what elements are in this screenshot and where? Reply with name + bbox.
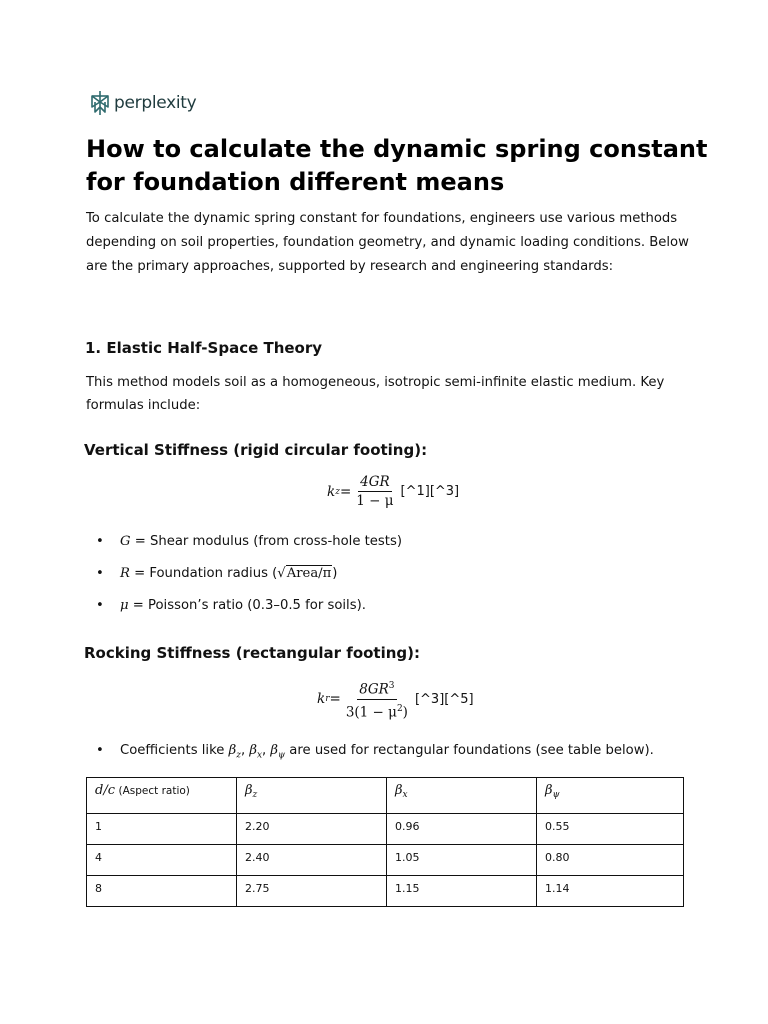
table-header-cell: $\beta_\psi$ bbox=[537, 778, 684, 814]
vertical-stiffness-heading: Vertical Stiffness (rigid circular footing): bbox=[84, 441, 428, 459]
coefficient-list bbox=[86, 740, 654, 772]
table-row: 8 2.75 1.15 1.14 bbox=[87, 876, 684, 907]
variable-list bbox=[86, 531, 402, 627]
formula-fraction: $\frac{8GR^3}{3(1 - \mu^2)}$ bbox=[344, 678, 410, 720]
formula-references[interactable]: [^1][^3] bbox=[400, 484, 460, 499]
formula-fraction bbox=[354, 474, 395, 509]
rocking-stiffness-heading: Rocking Stiffness (rectangular footing): bbox=[84, 644, 421, 662]
perplexity-logo-icon bbox=[90, 90, 110, 116]
intro-paragraph: To calculate the dynamic spring constant for foundations, engineers use various methods depending on soil properties, foundation geometry, and dynamic loading conditions. Below are the primary approaches, supported by research and engineering standards: bbox=[86, 211, 689, 274]
brand-logo[interactable] bbox=[90, 90, 196, 116]
list-item: • Coefficients like $\beta_z$, $\beta_x$, $\beta_\psi$ are used for rectangular foundations (see table below). bbox=[86, 740, 654, 772]
vertical-stiffness-formula: k z = $\frac{4GR}{1 - \mu}$ [^1][^3] bbox=[327, 474, 460, 509]
table-header-cell: $\beta_x$ bbox=[387, 778, 537, 814]
list-item: • μ = Poisson’s ratio (0.3–0.5 for soils). bbox=[86, 595, 402, 627]
coefficient-table bbox=[86, 777, 684, 907]
section-heading: 1. Elastic Half-Space Theory bbox=[85, 339, 323, 357]
formula-lhs-sub: z bbox=[335, 486, 340, 497]
rocking-stiffness-formula: k r = $\frac{8GR^3}{3(1 - \mu^2)}$ [^3][^5] bbox=[317, 678, 474, 720]
page-title: How to calculate the dynamic spring constant for foundation different means bbox=[86, 135, 708, 196]
formula-lhs: k bbox=[327, 483, 336, 500]
table-row: 1 2.20 0.96 0.55 bbox=[87, 814, 684, 845]
formula-numerator: 4GR bbox=[360, 474, 390, 490]
formula-denominator: 1 − μ bbox=[356, 493, 394, 509]
table-row: 4 2.40 1.05 0.80 bbox=[87, 845, 684, 876]
brand-name: perplexity bbox=[114, 93, 197, 113]
section-description: This method models soil as a homogeneous, isotropic semi-infinite elastic medium. Key formulas include: bbox=[86, 375, 665, 413]
list-item: • G = Shear modulus (from cross-hole tests) bbox=[86, 531, 402, 563]
list-item: • R = Foundation radius (√Area/π) bbox=[86, 563, 402, 595]
formula-references[interactable]: [^3][^5] bbox=[414, 691, 474, 707]
table-header-cell: d/c (Aspect ratio) bbox=[87, 778, 237, 814]
table-header-cell: $\beta_z$ bbox=[237, 778, 387, 814]
table-header-row bbox=[87, 778, 684, 814]
